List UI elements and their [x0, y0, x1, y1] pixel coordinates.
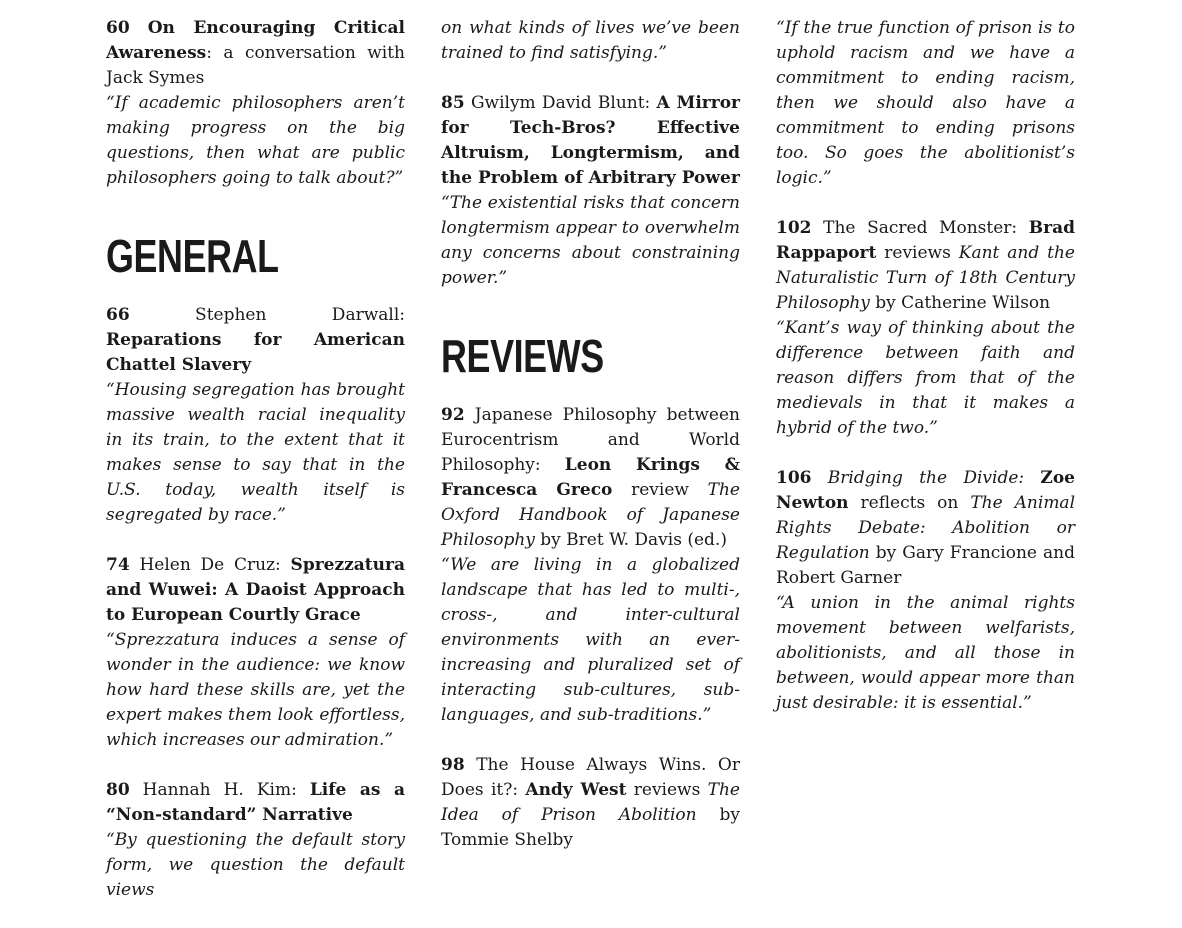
toc-entry-66[interactable]	[106, 303, 405, 528]
book-author: by Bret W. Davis (ed.)	[534, 530, 727, 550]
book-author: by Catherine Wilson	[869, 293, 1051, 313]
toc-entry-60[interactable]	[106, 16, 405, 191]
entry-page-number: 60	[106, 18, 130, 38]
review-verb: review	[612, 480, 708, 500]
review-title: The House Always Wins. Or Does it?:	[441, 755, 740, 800]
toc-entry-80[interactable]	[106, 778, 405, 903]
book-title: The Animal Rights Debate: Abolition or Regulation	[776, 493, 1076, 563]
entry-title: Reparations for American Chattel Slavery	[106, 330, 405, 375]
entry-author: Hannah H. Kim:	[129, 780, 310, 800]
entry-title: A Mirror for Tech-Bros? Effective Altruism, Longtermism, and the Problem of Arbitrary Power	[441, 93, 741, 188]
entry-page-number: 98	[441, 755, 465, 775]
review-title: The Sacred Monster:	[811, 218, 1029, 238]
book-title: The Idea of Prison Abolition	[441, 780, 740, 825]
entry-quote: “The existential risks that concern longtermism appear to overwhelm any concerns about constraining power.”	[441, 193, 740, 288]
column-left	[106, 16, 405, 928]
review-entry-102[interactable]	[776, 216, 1075, 441]
book-title: The Oxford Handbook of Japanese Philosophy	[441, 480, 740, 550]
review-title: Bridging the Divide:	[811, 468, 1041, 488]
quote-continuation: on what kinds of lives we’ve been trained to find satisfying.”	[441, 18, 740, 63]
reviewer-name: Leon Krings & Francesca Greco	[441, 455, 740, 500]
entry-title: Life as a “Non-standard” Narrative	[106, 780, 405, 825]
review-verb: reflects on	[848, 493, 971, 513]
quote-continuation: “If the true function of prison is to uphold racism and we have a commitment to ending racism, then we should also have a commitment to ending prisons too. So goes the abolitionist’s logic.”	[776, 18, 1075, 188]
entry-quote: “Sprezzatura induces a sense of wonder in the audience: we know how hard these skills are, yet the expert makes them look effortless, which increases our admiration.”	[106, 630, 405, 750]
column-right	[776, 16, 1075, 741]
review-entry-98[interactable]	[441, 753, 740, 853]
entry-page-number: 80	[106, 780, 130, 800]
entry-author: Helen De Cruz:	[129, 555, 291, 575]
entry-quote: “A union in the animal rights movement between welfarists, abolitionists, and all those in between, would appear more than just desirable: it is essential.”	[776, 593, 1075, 713]
section-heading-general: GENERAL	[106, 230, 279, 282]
toc-entry-74[interactable]	[106, 553, 405, 753]
review-title: Japanese Philosophy between Eurocentrism and World Philosophy:	[441, 405, 740, 475]
column-middle	[441, 16, 740, 878]
entry-page-number: 85	[441, 93, 465, 113]
entry-quote: “Kant’s way of thinking about the difference between faith and reason differs from that of the medievals in that it makes a hybrid of the two.”	[776, 318, 1075, 438]
review-verb: reviews	[626, 780, 708, 800]
toc-entry-85[interactable]	[441, 91, 740, 291]
section-heading-reviews: REVIEWS	[441, 330, 604, 382]
entry-page-number: 66	[106, 305, 130, 325]
entry-author: Stephen Darwall:	[129, 305, 405, 325]
entry-subtitle: : a conversation with Jack Symes	[106, 43, 405, 88]
entry-quote: “We are living in a globalized landscape that has led to multi-, cross-, and inter-cultural environments with an ever-increasing and pluralized set of interacting sub-cultures, sub-languages, and sub-traditions.”	[441, 555, 740, 725]
reviewer-name: Zoe Newton	[776, 468, 1075, 513]
book-author: by Gary Francione and Robert Garner	[776, 543, 1075, 588]
entry-title: On Encouraging Critical Awareness	[106, 18, 406, 63]
entry-quote: “If academic philosophers aren’t making progress on the big questions, then what are public philosophers going to talk about?”	[106, 93, 405, 188]
entry-page-number: 92	[441, 405, 465, 425]
book-title: Kant and the Naturalistic Turn of 18th Century Philosophy	[776, 243, 1075, 313]
review-verb: reviews	[876, 243, 959, 263]
review-entry-106[interactable]	[776, 466, 1075, 716]
reviewer-name: Andy West	[525, 780, 627, 800]
review-entry-92[interactable]	[441, 403, 740, 728]
entry-quote: “By questioning the default story form, we question the default views	[106, 830, 405, 900]
entry-page-number: 106	[776, 468, 812, 488]
entry-quote: “Housing segregation has brought massive wealth racial inequality in its train, to the extent that it makes sense to say that in the U.S. today, wealth itself is segregated by race.”	[106, 380, 405, 525]
entry-page-number: 74	[106, 555, 130, 575]
entry-title: Sprezzatura and Wuwei: A Daoist Approach to European Courtly Grace	[106, 555, 405, 625]
entry-page-number: 102	[776, 218, 812, 238]
book-author: by Tommie Shelby	[441, 805, 740, 850]
entry-author: Gwilym David Blunt:	[464, 93, 657, 113]
reviewer-name: Brad Rappaport	[776, 218, 1075, 263]
